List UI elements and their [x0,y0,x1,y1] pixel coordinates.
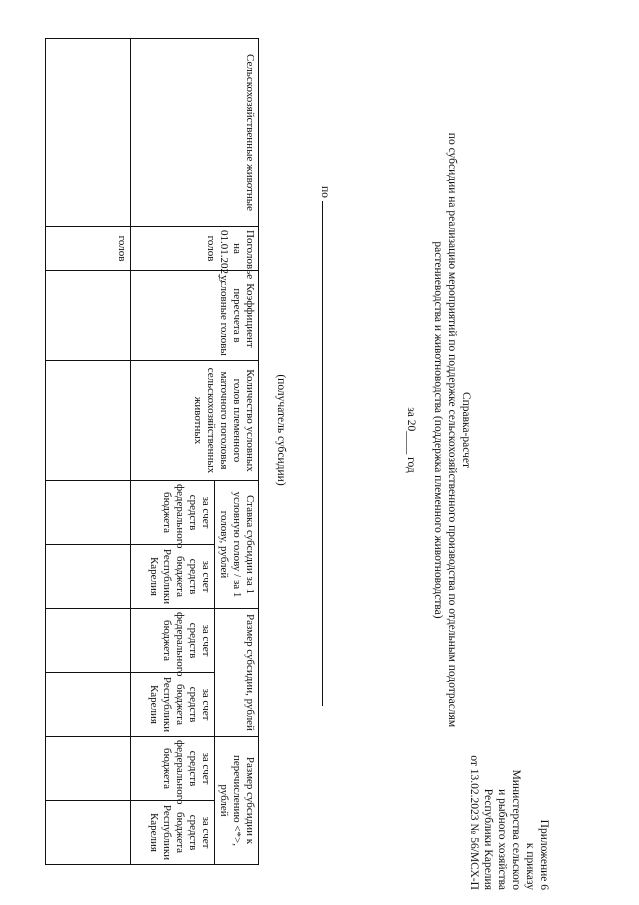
appendix-header [467,700,551,890]
header-amount-republic: за счет средств бюджета Республики Карелия [131,673,215,737]
recipient-row [319,186,333,726]
title-line-1: Справка-расчет [460,391,472,469]
cell-rate-republic[interactable] [46,545,131,609]
cell-rate-federal[interactable] [46,481,131,545]
appendix-line: Приложение 6 [538,819,550,890]
header-rate: Ставка субсидии за 1 условную голову / за 1 голову, рублей [215,481,259,609]
header-transferred: Размер субсидии к перечислению <*>, рублей [215,737,259,865]
recipient-blank-line[interactable] [322,201,333,706]
header-rate-federal: за счет средств федерального бюджета [131,481,215,545]
cell-livestock-unit[interactable]: голов [46,227,131,271]
cell-transferred-federal[interactable] [46,737,131,801]
table-row [46,39,131,865]
header-transferred-federal: за счет средств федерального бюджета [131,737,215,801]
subsidy-calculation-table [45,38,259,865]
recipient-caption: (получатель субсидии) [275,374,287,486]
title-line-3: растениеводства и животноводства (поддержка племенного животноводства) [432,241,444,619]
cell-coefficient[interactable] [46,271,131,361]
header-transferred-republic: за счет средств бюджета Республики Карелия [131,801,215,865]
cell-quantity[interactable] [46,361,131,481]
appendix-line: и рыбного хозяйства [496,789,508,890]
cell-amount-federal[interactable] [46,609,131,673]
appendix-line: Министерства сельского [510,769,522,890]
header-quantity: Количество условных голов племенного маточного поголовья сельскохозяйственных животных [131,361,259,481]
appendix-line: к приказу [524,842,536,890]
appendix-line: Республики Карелия [482,788,494,890]
cell-animals[interactable] [46,39,131,227]
header-animals: Сельскохозяйственные животные [131,39,259,227]
header-amount: Размер субсидии, рублей [215,609,259,737]
header-amount-federal: за счет средств федерального бюджета [131,609,215,673]
title-line-2: по субсидии на реализацию мероприятий по поддержке сельскохозяйственного производства по отдельным подотраслям [446,132,458,728]
report-period: за 20____ год [405,407,417,473]
cell-amount-republic[interactable] [46,673,131,737]
appendix-line: от 13.02.2023 № 56/МСХ-П [468,755,480,890]
header-rate-republic: за счет средств бюджета Республики Карелия [131,545,215,609]
document-title [431,40,473,820]
header-coefficient: Коэффициент пересчета в условные головы [131,271,259,361]
cell-transferred-republic[interactable] [46,801,131,865]
header-livestock: Поголовье на 01.01.202_, голов [131,227,259,271]
recipient-prefix: по [319,186,331,198]
